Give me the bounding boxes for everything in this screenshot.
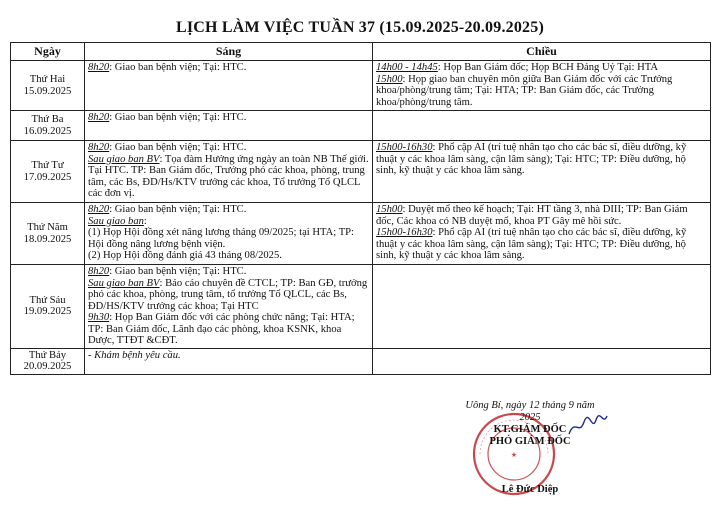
- schedule-entry: [376, 227, 707, 262]
- signature-place-date: Uông Bí, ngày 12 tháng 9 năm 2025: [465, 400, 595, 423]
- entry-time: 15h00: [376, 73, 403, 85]
- header-day: Ngày: [11, 43, 85, 61]
- entry-time: 15h00: [376, 204, 403, 215]
- schedule-entry: [88, 216, 369, 228]
- entry-text: : Giao ban bệnh viện; Tại: HTC.: [109, 62, 247, 73]
- entry-text: : Họp Ban Giám đốc; Họp BCH Đảng Uỷ Tại: HTA: [437, 62, 659, 73]
- page-title: LỊCH LÀM VIỆC TUẦN 37 (15.09.2025-20.09.2025): [176, 19, 544, 36]
- header-afternoon: Chiều: [373, 43, 711, 61]
- schedule-entry: [88, 112, 369, 124]
- header-morning: Sáng: [85, 43, 373, 61]
- afternoon-cell: [373, 265, 711, 349]
- afternoon-cell: [373, 203, 711, 265]
- afternoon-cell: [373, 141, 711, 203]
- schedule-table: [10, 42, 711, 375]
- day-cell: [11, 203, 85, 265]
- morning-cell: [85, 348, 373, 374]
- morning-cell: [85, 265, 373, 349]
- entry-text: :: [143, 215, 147, 227]
- date-label: 18.09.2025: [23, 233, 72, 245]
- entry-text: : Báo cáo chuyên đề CTCL; TP: Ban GĐ, trưởng phó các khoa, phòng, trung tâm, tổ trưởng Tổ QLCL, các Bs, ĐD/HS/KTV trưởng các khoa; Tại HTC: [88, 277, 368, 312]
- table-row: [11, 348, 711, 374]
- entry-text: - Khám bệnh yêu cầu.: [88, 349, 181, 361]
- weekday-label: Thứ Ba: [31, 114, 64, 125]
- schedule-entry: [88, 278, 369, 313]
- entry-time: 8h20: [88, 142, 110, 153]
- entry-text: : Tọa đàm Hưởng ứng ngày an toàn NB Thế giới. Tại HTC. TP: Ban Giám đốc, Trưởng phó các khoa, phòng, trung tâm, các Bs, ĐD/Hs/KTV trưởng các khoa, Tổ trưởng Tổ QLCL các đơn vị.: [88, 153, 369, 199]
- signer-name: Lê Đức Diệp: [501, 484, 559, 495]
- schedule-entry: [88, 204, 369, 216]
- morning-cell: [85, 111, 373, 141]
- table-row: [11, 61, 711, 111]
- svg-text:★: ★: [510, 452, 518, 459]
- entry-text: : Họp giao ban chuyên môn giữa Ban Giám đốc với các Trưởng khoa/phòng/trung tâm; Tại: HTA; TP: Ban Giám đốc, các Trưởng khoa/phòng/trung tâm.: [376, 73, 673, 108]
- day-cell: [11, 265, 85, 349]
- date-label: 16.09.2025: [23, 125, 72, 137]
- day-cell: [11, 111, 85, 141]
- weekday-label: Thứ Sáu: [29, 294, 66, 306]
- weekday-label: Thứ Tư: [31, 160, 64, 171]
- entry-text: : Phổ cập AI (trí tuệ nhân tạo cho các bác sĩ, điều dưỡng, kỹ thuật y các khoa lâm sàng, cận lâm sàng); Tại: HTC; TP: Điều dưỡng, hộ sinh, kỹ thuật y các khoa lâm sàng.: [376, 227, 687, 261]
- afternoon-cell: [373, 348, 711, 374]
- table-row: [11, 265, 711, 349]
- table-row: [11, 111, 711, 141]
- entry-text: : Họp Ban Giám đốc với các phòng chức năng; Tại: HTA; TP: Ban Giám đốc, Lãnh đạo các phòng, khoa KSNK, khoa Dược, TTĐT &CĐT.: [88, 312, 355, 346]
- schedule-entry: [376, 204, 707, 227]
- schedule-entry: [88, 350, 369, 362]
- signature-title-2: PHÓ GIÁM ĐỐC: [489, 436, 571, 447]
- schedule-entry: [88, 154, 369, 200]
- signature-title-1: KT.GIÁM ĐỐC: [493, 424, 567, 435]
- day-cell: [11, 141, 85, 203]
- entry-time: Sau giao ban: [88, 215, 144, 227]
- entry-time: Sau giao ban BV: [88, 277, 160, 289]
- afternoon-cell: [373, 61, 711, 111]
- entry-text: : Giao ban bệnh viện; Tại: HTC.: [109, 112, 247, 123]
- entry-time: 9h30: [88, 312, 110, 323]
- schedule-entry: [376, 142, 707, 177]
- entry-time: 8h20: [88, 62, 110, 73]
- schedule-entry: [88, 266, 369, 278]
- entry-text: : Phổ cập AI (trí tuệ nhân tạo cho các bác sĩ, điều dưỡng, kỹ thuật y các khoa lâm sàng, cận lâm sàng); Tại: HTC; TP: Điều dưỡng, hộ sinh, kỹ thuật y các khoa lâm sàng.: [376, 142, 687, 176]
- entry-time: Sau giao ban BV: [88, 153, 160, 165]
- date-label: 17.09.2025: [23, 171, 72, 183]
- entry-text: : Giao ban bệnh viện; Tại: HTC.: [109, 204, 247, 215]
- day-cell: [11, 348, 85, 374]
- schedule-entry: [88, 312, 369, 347]
- morning-cell: [85, 141, 373, 203]
- day-cell: [11, 61, 85, 111]
- afternoon-cell: [373, 111, 711, 141]
- entry-text: : Giao ban bệnh viện; Tại: HTC.: [109, 266, 247, 277]
- weekday-label: Thứ Bảy: [28, 349, 67, 361]
- date-label: 20.09.2025: [23, 361, 72, 372]
- table-header-row: [11, 43, 711, 61]
- schedule-entry: [88, 62, 369, 74]
- date-label: 19.09.2025: [23, 306, 72, 318]
- weekday-label: Thứ Hai: [29, 74, 66, 85]
- entry-time: 15h00-16h30: [376, 142, 433, 153]
- entry-text: (1) Họp Hội đồng xét nâng lương tháng 09/2025; tại HTA; TP: Hội đồng nâng lương bệnh viện.: [88, 227, 354, 250]
- table-row: [11, 141, 711, 203]
- signature-block: [455, 400, 605, 496]
- schedule-entry: [376, 62, 707, 74]
- schedule-entry: [88, 142, 369, 154]
- entry-time: 14h00 - 14h45: [376, 62, 438, 73]
- entry-time: 8h20: [88, 204, 110, 215]
- morning-cell: [85, 203, 373, 265]
- entry-time: 8h20: [88, 266, 110, 277]
- entry-text: : Giao ban bệnh viện; Tại: HTC.: [109, 142, 247, 153]
- weekday-label: Thứ Năm: [27, 222, 68, 233]
- entry-text: : Duyệt mổ theo kế hoạch; Tại: HT tầng 3, nhà DIII; TP: Ban Giám đốc, Các khoa có NB duyệt mổ, khoa PT Gây mê hồi sức.: [376, 204, 688, 227]
- entry-time: 8h20: [88, 112, 110, 123]
- entry-text: (2) Họp Hội đồng đánh giá 43 tháng 08/2025.: [88, 250, 282, 261]
- morning-cell: [85, 61, 373, 111]
- entry-time: 15h00-16h30: [376, 227, 433, 238]
- table-row: [11, 203, 711, 265]
- schedule-entry: [88, 250, 369, 262]
- schedule-entry: [88, 227, 369, 250]
- schedule-entry: [376, 74, 707, 109]
- date-label: 15.09.2025: [23, 85, 72, 97]
